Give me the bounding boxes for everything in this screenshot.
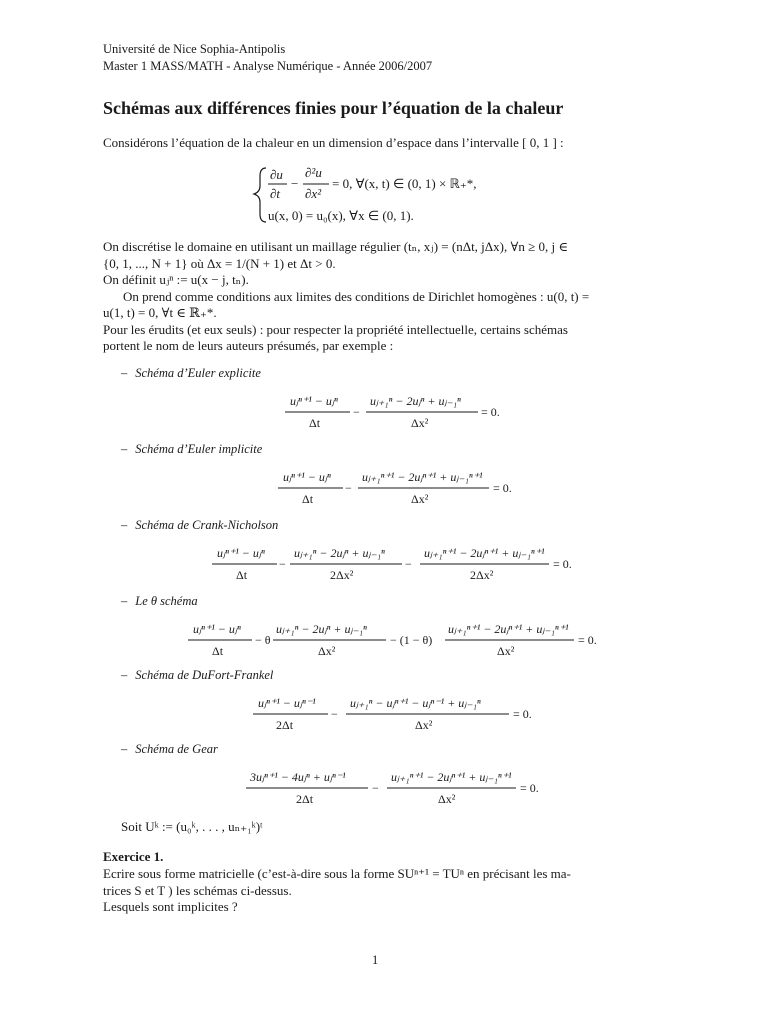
intro-text: Considérons l’équation de la chaleur en un dimension d’espace dans l’intervalle [ 0, 1 ] : — [103, 135, 564, 150]
svg-text:uⱼ₊₁ⁿ⁺¹ − 2uⱼⁿ⁺¹ + uⱼ₋₁ⁿ⁺¹: uⱼ₊₁ⁿ⁺¹ − 2uⱼⁿ⁺¹ + uⱼ₋₁ⁿ⁺¹ — [448, 622, 569, 636]
svg-text:Δx²: Δx² — [318, 644, 336, 658]
svg-text:∂²u: ∂²u — [305, 165, 322, 180]
svg-text:−: − — [353, 405, 360, 419]
soit-line: Soit Uᵏ := (u₀ᵏ, . . . , uₙ₊₁ᵏ)ᵗ — [121, 819, 263, 834]
svg-text:Δt: Δt — [212, 644, 224, 658]
svg-text:uⱼ₊₁ⁿ − 2uⱼⁿ + uⱼ₋₁ⁿ: uⱼ₊₁ⁿ − 2uⱼⁿ + uⱼ₋₁ⁿ — [294, 546, 385, 560]
formula-gear — [246, 770, 539, 806]
svg-text:∂u: ∂u — [270, 167, 283, 182]
formula-theta — [188, 622, 597, 658]
svg-text:Δx²: Δx² — [411, 416, 429, 430]
disc-line1: On discrétise le domaine en utilisant un maillage régulier (tₙ, xⱼ) = (nΔt, jΔx), ∀n ≥ 0, j ∈ — [103, 239, 568, 254]
svg-text:uⱼⁿ⁺¹ − uⱼⁿ: uⱼⁿ⁺¹ − uⱼⁿ — [217, 546, 265, 560]
svg-text:Δt: Δt — [236, 568, 248, 582]
disc-line7: portent le nom de leurs auteurs présumés, par exemple : — [103, 338, 394, 353]
disc-line4: On prend comme conditions aux limites des conditions de Dirichlet homogènes : u(0, t) = — [123, 288, 590, 304]
svg-text:Δx²: Δx² — [411, 492, 429, 506]
svg-text:−: − — [345, 481, 352, 495]
svg-text:2Δx²: 2Δx² — [470, 568, 494, 582]
svg-text:uⱼⁿ⁺¹ − uⱼⁿ: uⱼⁿ⁺¹ − uⱼⁿ — [283, 470, 331, 484]
scheme-label-euler-explicit: – Schéma d’Euler explicite — [121, 366, 261, 380]
svg-text:= 0.: = 0. — [493, 481, 512, 495]
institution-name: Université de Nice Sophia-Antipolis — [103, 42, 286, 56]
svg-text:3uⱼⁿ⁺¹ − 4uⱼⁿ + uⱼⁿ⁻¹: 3uⱼⁿ⁺¹ − 4uⱼⁿ + uⱼⁿ⁻¹ — [250, 770, 346, 784]
course-name: Master 1 MASS/MATH - Analyse Numérique - Année 2006/2007 — [103, 59, 433, 73]
disc-line5: u(1, t) = 0, ∀t ∈ ℝ₊*. — [103, 305, 217, 320]
svg-text:uⱼ₊₁ⁿ − 2uⱼⁿ + uⱼ₋₁ⁿ: uⱼ₊₁ⁿ − 2uⱼⁿ + uⱼ₋₁ⁿ — [276, 622, 367, 636]
svg-text:2Δt: 2Δt — [276, 718, 294, 732]
page-number: 1 — [372, 953, 379, 967]
exercise-line3: Lesquels sont implicites ? — [103, 899, 238, 914]
disc-line6: Pour les érudits (et eux seuls) : pour respecter la propriété intellectuelle, certains schémas — [103, 321, 568, 337]
formula-euler-implicit — [278, 470, 512, 506]
page-title: Schémas aux différences finies pour l’équation de la chaleur — [103, 98, 564, 118]
exercise-text — [103, 866, 659, 916]
exercise-line2: trices S et T ) les schémas ci-dessus. — [103, 882, 292, 898]
svg-text:Δx²: Δx² — [415, 718, 433, 732]
scheme-label-euler-implicit: – Schéma d’Euler implicite — [121, 442, 263, 456]
scheme-label-crank-nicholson: – Schéma de Crank-Nicholson — [121, 518, 279, 532]
svg-text:uⱼⁿ⁺¹ − uⱼⁿ⁻¹: uⱼⁿ⁺¹ − uⱼⁿ⁻¹ — [258, 696, 316, 710]
svg-text:2Δt: 2Δt — [296, 792, 314, 806]
disc-line2: {0, 1, ..., N + 1} où Δx = 1/(N + 1) et Δt > 0. — [103, 255, 336, 271]
svg-text:2Δx²: 2Δx² — [330, 568, 354, 582]
svg-text:−: − — [291, 176, 299, 191]
svg-text:Δx²: Δx² — [497, 644, 515, 658]
formula-dufort-frankel — [253, 696, 532, 732]
scheme-label-theta: – Le θ schéma — [121, 594, 198, 608]
svg-text:uⱼ₊₁ⁿ − uⱼⁿ⁺¹ − uⱼⁿ⁻¹ + uⱼ₋₁ⁿ: uⱼ₊₁ⁿ − uⱼⁿ⁺¹ − uⱼⁿ⁻¹ + uⱼ₋₁ⁿ — [350, 696, 481, 710]
svg-text:− θ: − θ — [255, 633, 271, 647]
svg-text:−: − — [331, 707, 338, 721]
pde-line2: u(x, 0) = u₀(x), ∀x ∈ (0, 1). — [268, 208, 414, 223]
svg-text:− (1 − θ): − (1 − θ) — [390, 633, 433, 647]
svg-text:∂x²: ∂x² — [305, 186, 322, 201]
disc-line3: On définit uⱼⁿ := u(x − j, tₙ). — [103, 272, 249, 287]
svg-text:uⱼⁿ⁺¹ − uⱼⁿ: uⱼⁿ⁺¹ − uⱼⁿ — [193, 622, 241, 636]
svg-text:Δt: Δt — [302, 492, 314, 506]
svg-text:Δx²: Δx² — [438, 792, 456, 806]
svg-text:= 0.: = 0. — [520, 781, 539, 795]
svg-text:uⱼ₊₁ⁿ − 2uⱼⁿ + uⱼ₋₁ⁿ: uⱼ₊₁ⁿ − 2uⱼⁿ + uⱼ₋₁ⁿ — [370, 394, 461, 408]
svg-text:uⱼ₊₁ⁿ⁺¹ − 2uⱼⁿ⁺¹ + uⱼ₋₁ⁿ⁺¹: uⱼ₊₁ⁿ⁺¹ − 2uⱼⁿ⁺¹ + uⱼ₋₁ⁿ⁺¹ — [424, 546, 545, 560]
svg-text:−: − — [372, 781, 379, 795]
svg-text:−: − — [279, 557, 286, 571]
exercise-title: Exercice 1. — [103, 849, 164, 864]
svg-text:= 0.: = 0. — [553, 557, 572, 571]
pde-line1-rhs: = 0, ∀(x, t) ∈ (0, 1) × ℝ₊*, — [332, 176, 477, 191]
svg-text:= 0.: = 0. — [481, 405, 500, 419]
svg-text:= 0.: = 0. — [578, 633, 597, 647]
svg-text:= 0.: = 0. — [513, 707, 532, 721]
scheme-label-gear: – Schéma de Gear — [121, 742, 218, 756]
svg-text:∂t: ∂t — [270, 186, 281, 201]
svg-text:Δt: Δt — [309, 416, 321, 430]
svg-text:−: − — [405, 557, 412, 571]
exercise-line1: Ecrire sous forme matricielle (c’est-à-dire sous la forme SUⁿ⁺¹ = TUⁿ en précisant les ma- — [103, 866, 571, 881]
svg-text:uⱼ₊₁ⁿ⁺¹ − 2uⱼⁿ⁺¹ + uⱼ₋₁ⁿ⁺¹: uⱼ₊₁ⁿ⁺¹ − 2uⱼⁿ⁺¹ + uⱼ₋₁ⁿ⁺¹ — [391, 770, 512, 784]
formula-crank-nicholson — [212, 546, 572, 582]
svg-text:uⱼ₊₁ⁿ⁺¹ − 2uⱼⁿ⁺¹ + uⱼ₋₁ⁿ⁺¹: uⱼ₊₁ⁿ⁺¹ − 2uⱼⁿ⁺¹ + uⱼ₋₁ⁿ⁺¹ — [362, 470, 483, 484]
scheme-label-dufort-frankel: – Schéma de DuFort-Frankel — [121, 668, 274, 682]
svg-text:uⱼⁿ⁺¹ − uⱼⁿ: uⱼⁿ⁺¹ − uⱼⁿ — [290, 394, 338, 408]
formula-euler-explicit — [285, 394, 500, 430]
